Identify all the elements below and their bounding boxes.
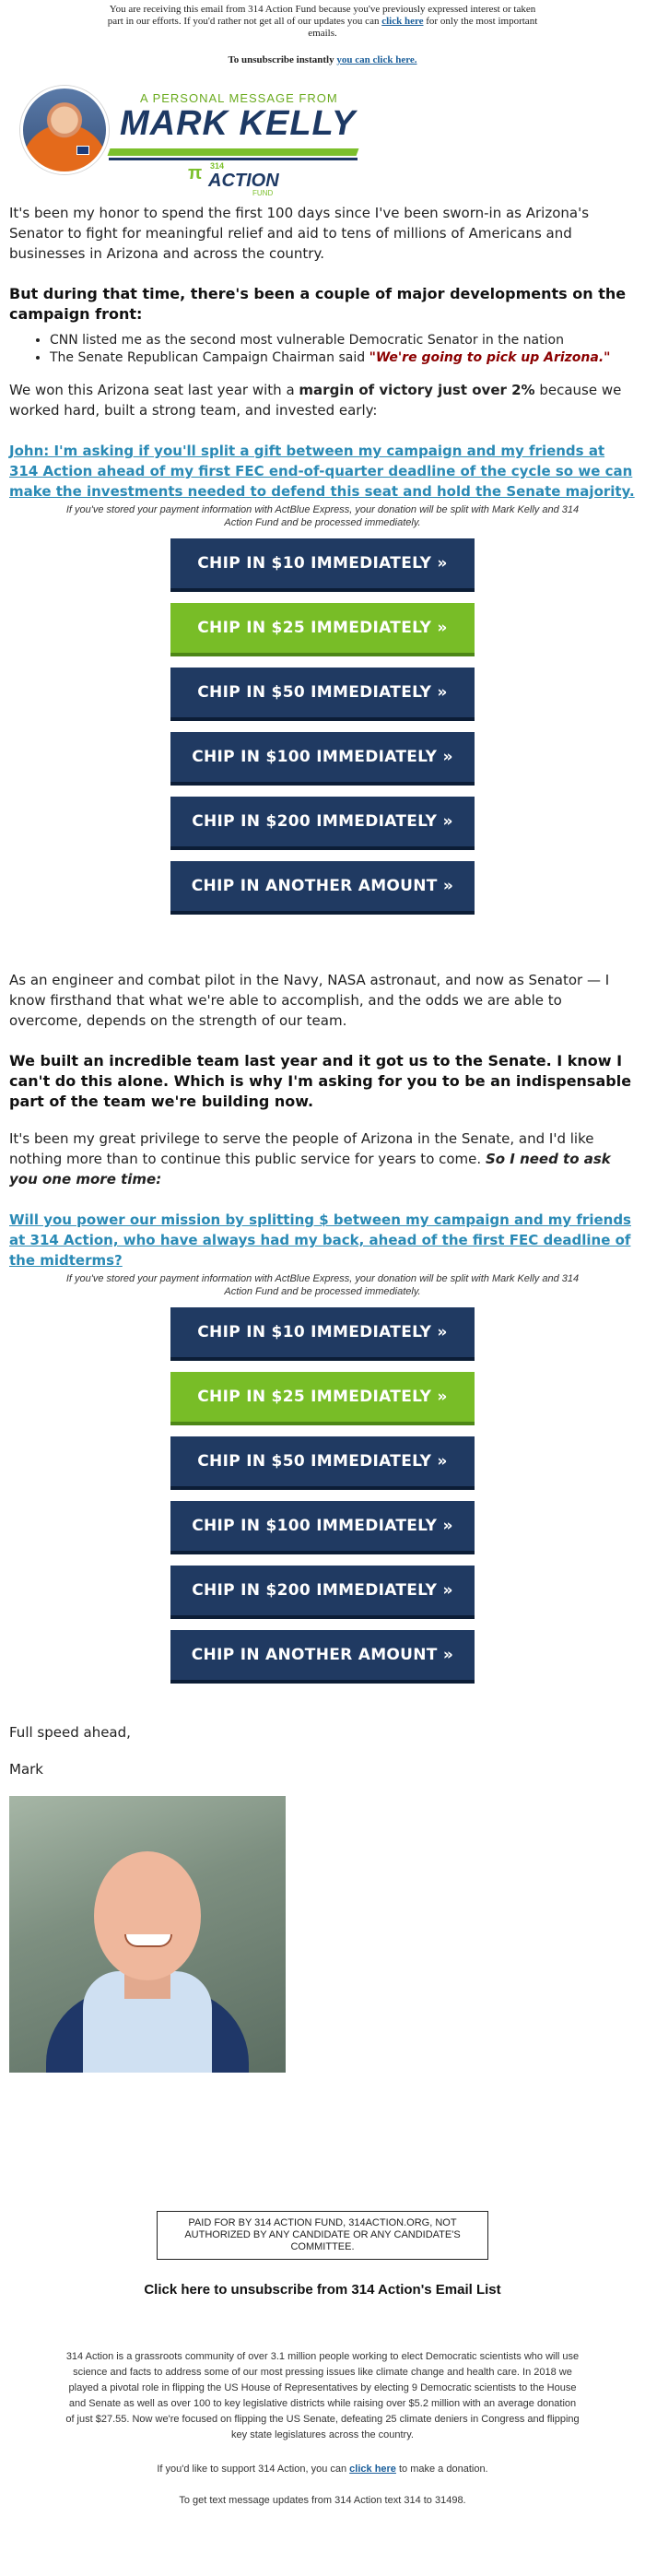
photo-smile — [124, 1934, 172, 1947]
unsubscribe-instant-link[interactable]: you can click here. — [336, 54, 417, 65]
about-314-action: 314 Action is a grassroots community of over 3.1 million people working to elect Democratic scientists who will use science and facts to address some of our most pressing issues like climate change and health care. In 2018 we played a pivotal role in flipping the US House of Representatives by electing 9 Democratic scientists to the House and Senate as well as over 100 to key legislative districts while raising over $5.2 million with an average donation of just $27.55. Now we're focused on flipping the US Senate, defeating 25 climate deniers in Congress and flipping key state legislatures across the country. — [65, 2351, 580, 2440]
logo-number: 314 — [210, 161, 225, 171]
photo-head — [94, 1851, 201, 1980]
unsubscribe-instant — [0, 54, 645, 65]
text-updates-line: To get text message updates from 314 Action text 314 to 31498. — [179, 2495, 466, 2506]
support-text: If you'd like to support 314 Action, you can — [157, 2464, 350, 2475]
logo-fund: FUND — [252, 189, 274, 197]
donate-link[interactable]: click here — [349, 2464, 396, 2475]
astronaut-avatar-icon — [20, 86, 109, 174]
paragraph-privilege — [9, 1128, 636, 1189]
chip-in-200-button[interactable]: CHIP IN $200 IMMEDIATELY » — [170, 797, 475, 850]
paragraph-text-end: because we worked hard, built a strong team, and invested early: — [9, 382, 622, 419]
list-item-text: The Senate Republican Campaign Chairman said — [50, 350, 369, 365]
list-item: • CNN listed me as the second most vulnerable Democratic Senator in the nation — [50, 332, 636, 349]
logo-navy-bar — [109, 158, 358, 160]
signature-name: Mark — [9, 1761, 43, 1778]
support-text-end: to make a donation. — [395, 2464, 488, 2475]
personal-message-label: A PERSONAL MESSAGE FROM — [140, 91, 338, 105]
signoff-line: Full speed ahead, — [9, 1724, 131, 1741]
donation-buttons-bottom — [9, 1302, 636, 1684]
logo-green-bar — [108, 148, 359, 156]
chip-in-other-button[interactable]: CHIP IN ANOTHER AMOUNT » — [170, 861, 475, 915]
actblue-note: If you've stored your payment information with ActBlue Express, your donation will be split with Mark Kelly and 314 Action Fund and be processed immediately. — [65, 504, 580, 528]
republican-quote: "We're going to pick up Arizona." — [369, 350, 611, 365]
pi-icon: π — [188, 163, 203, 183]
chip-in-25-button[interactable]: CHIP IN $25 IMMEDIATELY » — [170, 1372, 475, 1425]
top-notice — [0, 0, 645, 40]
chip-in-50-button[interactable]: CHIP IN $50 IMMEDIATELY » — [170, 668, 475, 721]
donation-ask-link[interactable]: John: I'm asking if you'll split a gift between my campaign and my friends at 314 Action ahead of my first FEC end-of-quarter deadline of the cycle so we can make the investments needed to defend this seat and hold the Senate majority. — [9, 443, 635, 500]
paragraph-margin-victory — [9, 380, 636, 420]
actblue-note: If you've stored your payment information with ActBlue Express, your donation will be split with Mark Kelly and 314 Action Fund and be processed immediately. — [65, 1273, 580, 1297]
paragraph-first-100-days: It's been my honor to spend the first 100 days since I've been sworn-in as Arizona's Senator to fight for meaningful relief and aid to tens of millions of Americans and businesses in Arizona and across the country. — [9, 205, 590, 262]
heading-developments: But during that time, there's been a couple of major developments on the campaign front: — [9, 285, 627, 323]
important-emails-link[interactable]: click here — [381, 16, 424, 27]
chip-in-100-button[interactable]: CHIP IN $100 IMMEDIATELY » — [170, 1501, 475, 1554]
power-mission-link[interactable]: Will you power our mission by splitting $ between my campaign and my friends at 314 Action, who have always had my back, ahead of the first FEC deadline of the midterms? — [9, 1211, 631, 1269]
unsubscribe-instant-text: To unsubscribe instantly — [228, 54, 337, 65]
paragraph-text: We won this Arizona seat last year with a — [9, 382, 299, 398]
donation-buttons-top — [9, 533, 636, 915]
heading-team: We built an incredible team last year and it got us to the Senate. I know I can't do this alone. Which is why I'm asking for you to be an indispensable part of the team we're building now. — [9, 1052, 632, 1110]
support-line — [9, 2464, 636, 2475]
mark-kelly-logo: MARK KELLY — [120, 104, 357, 143]
chip-in-25-button[interactable]: CHIP IN $25 IMMEDIATELY » — [170, 603, 475, 656]
logo-word: ACTION — [208, 171, 279, 191]
chip-in-50-button[interactable]: CHIP IN $50 IMMEDIATELY » — [170, 1436, 475, 1490]
chip-in-10-button[interactable]: CHIP IN $10 IMMEDIATELY » — [170, 538, 475, 592]
top-notice-text-end: for only the most important emails. — [308, 16, 538, 39]
chip-in-10-button[interactable]: CHIP IN $10 IMMEDIATELY » — [170, 1307, 475, 1361]
one-more-time-emphasis: So I need to ask you one more time: — [9, 1151, 611, 1188]
list-item — [50, 349, 636, 367]
email-header — [0, 86, 645, 201]
paragraph-engineer: As an engineer and combat pilot in the Navy, NASA astronaut, and now as Senator — I know firsthand that what we're able to accomplish, and the odds we are able to overcome, depends on the strength of our team. — [9, 972, 610, 1029]
flag-patch-icon — [76, 146, 89, 155]
chip-in-other-button[interactable]: CHIP IN ANOTHER AMOUNT » — [170, 1630, 475, 1684]
unsubscribe-list-link[interactable]: Click here to unsubscribe from 314 Action's Email List — [144, 2282, 501, 2298]
paid-for-disclaimer: PAID FOR BY 314 ACTION FUND, 314ACTION.ORG, NOT AUTHORIZED BY ANY CANDIDATE OR ANY CANDIDATE'S COMMITTEE. — [157, 2211, 488, 2260]
paragraph-text: It's been my great privilege to serve the people of Arizona in the Senate, and I'd like nothing more than to continue this public service for years to come. — [9, 1130, 594, 1167]
chip-in-100-button[interactable]: CHIP IN $100 IMMEDIATELY » — [170, 732, 475, 786]
chip-in-200-button[interactable]: CHIP IN $200 IMMEDIATELY » — [170, 1566, 475, 1619]
email-body — [0, 203, 645, 2506]
margin-emphasis: margin of victory just over 2% — [299, 382, 535, 398]
top-notice-text: You are receiving this email from 314 Action Fund because you've previously expressed interest or taken part in our efforts. If you'd rather not get all of our updates you can — [107, 4, 536, 27]
developments-list — [9, 332, 636, 367]
mark-kelly-photo-icon — [9, 1796, 286, 2073]
